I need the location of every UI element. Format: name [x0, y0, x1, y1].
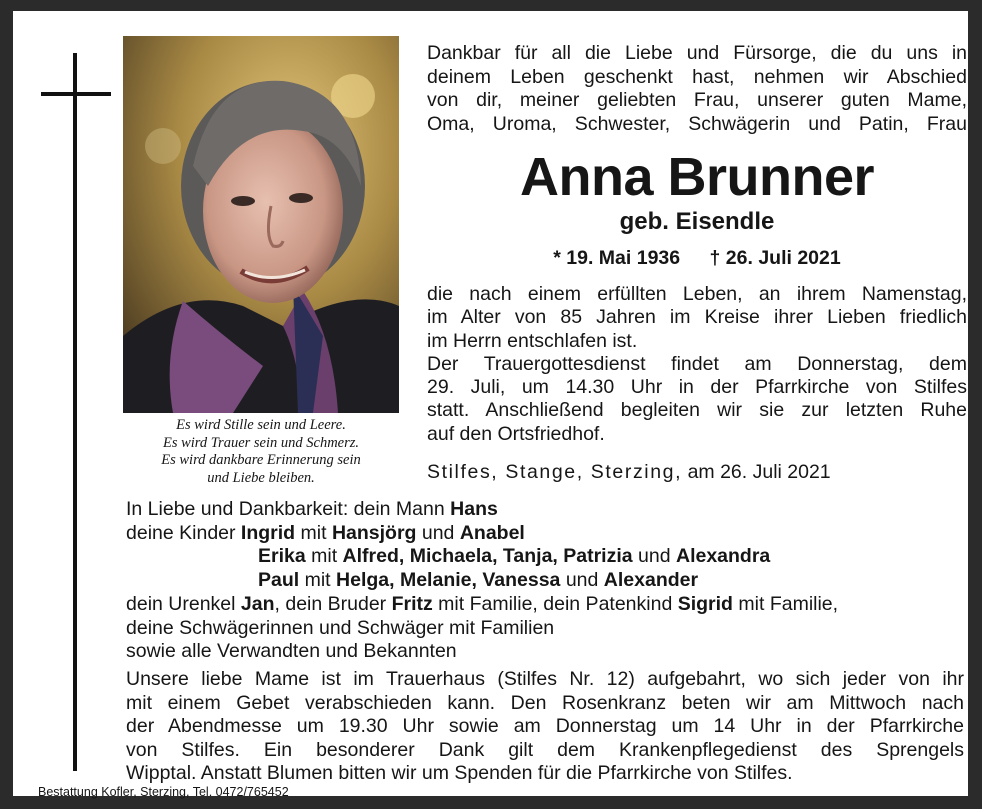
mourner-text: , dein Bruder: [274, 592, 392, 615]
death-date: † 26. Juli 2021: [709, 247, 841, 269]
mourner-line: [126, 498, 966, 522]
mourner-name: Erika: [258, 545, 306, 568]
place-names: Stilfes, Stange, Sterzing,: [427, 461, 683, 483]
caption-line: Es wird Stille sein und Leere.: [176, 417, 346, 433]
death-line: 29. Juli, um 14.30 Uhr in der Pfarrkirche von Stilfes: [427, 376, 967, 399]
intro-line: Oma, Uroma, Schwester, Schwägerin und Patin, Frau: [427, 112, 967, 135]
mourner-line: [126, 522, 966, 546]
place-date: [427, 460, 967, 484]
mourner-name: Alfred, Michaela, Tanja, Patrizia: [342, 545, 633, 568]
mourner-name: Fritz: [391, 592, 433, 615]
mourner-text: In Liebe und Dankbarkeit: dein Mann: [126, 498, 451, 520]
portrait-photo: [123, 36, 399, 413]
mourner-line: [126, 593, 966, 617]
death-paragraph: [427, 283, 967, 446]
intro-paragraph: [427, 42, 967, 136]
mourner-name: Hans: [450, 498, 498, 520]
mourner-text: mit: [299, 569, 337, 592]
mourner-text: mit: [305, 545, 343, 568]
closing-paragraph: [126, 668, 964, 786]
death-line: im Herrn entschlafen ist.: [427, 329, 638, 352]
mourner-name: Jan: [240, 592, 275, 615]
mourner-name: Paul: [258, 569, 300, 592]
birth-date: * 19. Mai 1936: [553, 247, 681, 269]
closing-line: mit einem Gebet verabschieden kann. Den Rosenkranz beten wir am Mittwoch nach: [126, 691, 964, 714]
caption-line: Es wird Trauer sein und Schmerz.: [162, 434, 360, 451]
death-line: statt. Anschließend begleiten wir sie zur letzten Ruhe: [427, 399, 967, 422]
caption-line: und Liebe bleiben.: [207, 469, 315, 486]
mourner-name: Anabel: [459, 521, 525, 544]
notice-date: am 26. Juli 2021: [687, 461, 831, 483]
funeral-home-footer: Bestattung Kofler, Sterzing, Tel. 0472/765452: [38, 785, 289, 799]
mourner-name: Alexandra: [675, 545, 771, 568]
mourner-name: Helga, Melanie, Vanessa: [336, 569, 561, 592]
mourner-text: dein Urenkel: [126, 592, 241, 615]
obituary-notice: [13, 11, 968, 799]
mourners-list: [126, 498, 966, 664]
deceased-name: Anna Brunner: [519, 147, 875, 207]
death-line: auf den Ortsfriedhof.: [427, 422, 605, 445]
closing-line: der Abendmesse um 19.30 Uhr sowie am Donnerstag um 14 Uhr in der Pfarrkirche: [126, 715, 964, 737]
mourner-text: und: [416, 521, 460, 544]
poem-caption: [125, 417, 397, 487]
maiden-name: geb. Eisendle: [619, 208, 775, 235]
intro-line: deinem Leben geschenkt hast, nehmen wir Abschied: [427, 65, 967, 88]
mourner-text: mit Familie, dein Patenkind: [432, 592, 678, 615]
death-line: Der Trauergottesdienst findet am Donnerstag, dem: [427, 352, 967, 375]
mourner-text: und: [560, 569, 604, 592]
death-line: im Alter von 85 Jahren im Kreise ihrer Lieben friedlich: [427, 306, 967, 329]
mourner-line: [126, 545, 966, 569]
intro-line: Dankbar für all die Liebe und Fürsorge, die du uns in: [427, 42, 967, 64]
mourner-name: Alexander: [603, 569, 699, 592]
mourner-text: und: [632, 545, 676, 568]
mourner-line: deine Schwägerinnen und Schwäger mit Familien: [126, 616, 555, 639]
mourner-name: Sigrid: [677, 592, 733, 615]
intro-line: von dir, meiner geliebten Frau, unserer guten Mame,: [427, 89, 967, 111]
death-line: die nach einem erfüllten Leben, an ihrem Namenstag,: [427, 283, 967, 305]
mourner-text: mit Familie,: [732, 592, 839, 615]
closing-line: Wipptal. Anstatt Blumen bitten wir um Spenden für die Pfarrkirche von Stilfes.: [126, 762, 793, 784]
portrait-illustration: [123, 36, 399, 413]
cross-icon-vertical: [73, 53, 77, 771]
mourner-text: deine Kinder: [126, 521, 241, 544]
closing-line: von Stilfes. Ein besonderer Dank gilt dem Krankenpflegedienst des Sprengels: [126, 738, 964, 761]
mourner-name: Hansjörg: [331, 521, 417, 544]
cross-icon-horizontal: [41, 92, 111, 96]
mourner-text: mit: [295, 521, 332, 544]
mourner-name: Ingrid: [240, 521, 296, 544]
mourner-line: sowie alle Verwandten und Bekannten: [126, 640, 457, 663]
life-dates: [427, 246, 967, 270]
mourner-line: [126, 569, 966, 593]
caption-line: Es wird dankbare Erinnerung sein: [161, 452, 361, 468]
closing-line: Unsere liebe Mame ist im Trauerhaus (Stilfes Nr. 12) aufgebahrt, wo sich jeder von ihr: [126, 668, 964, 690]
